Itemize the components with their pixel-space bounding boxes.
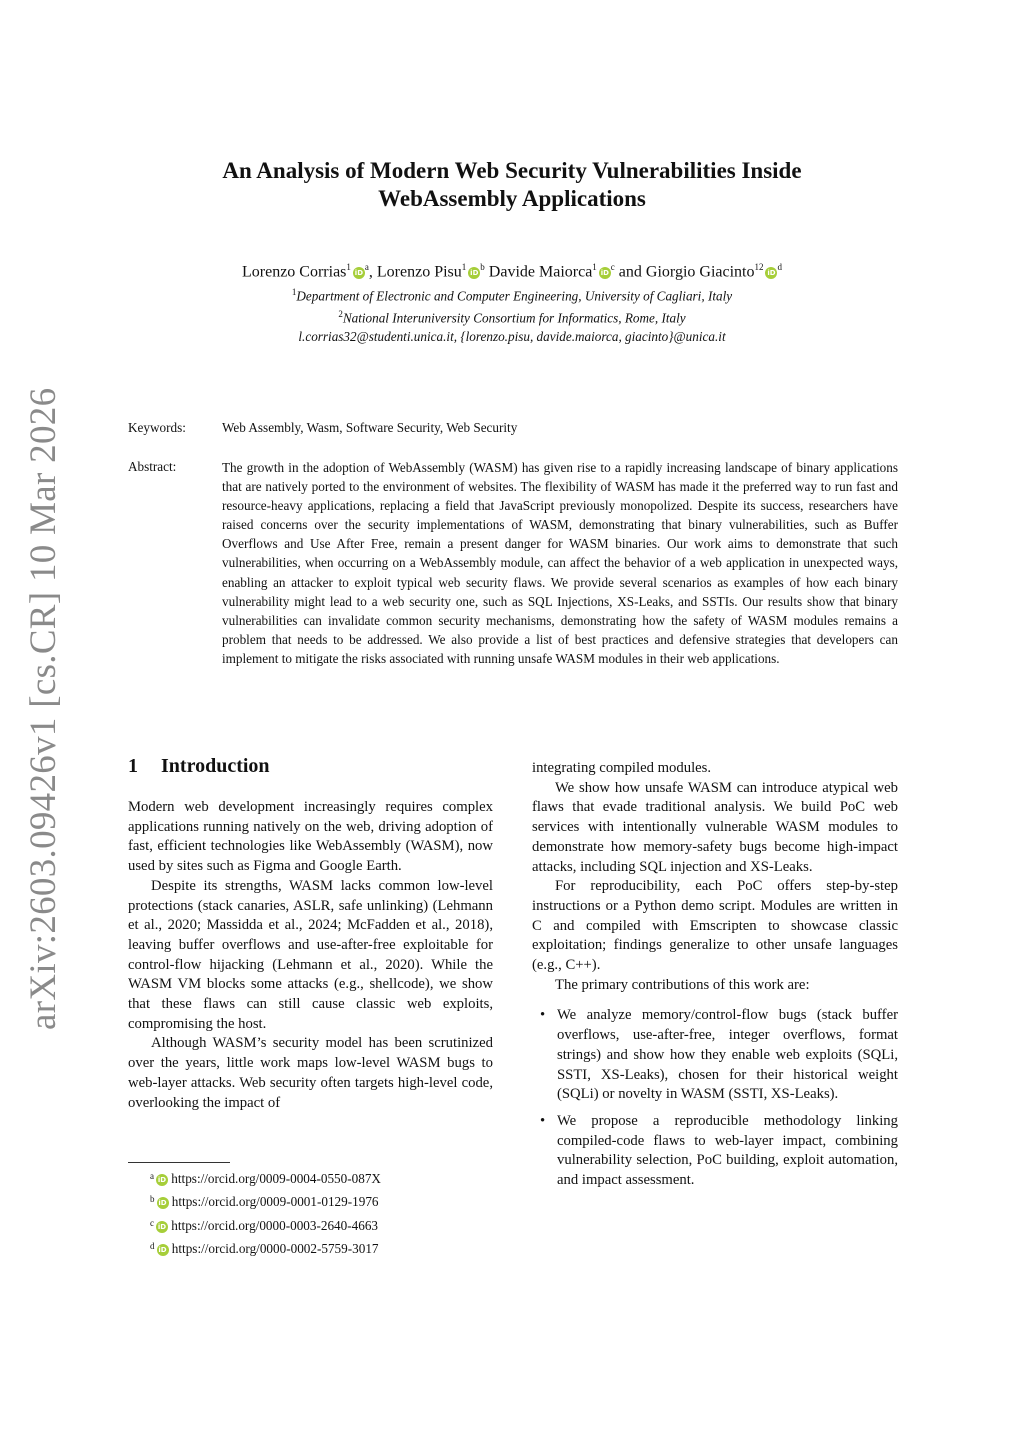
footnote-mark: c	[150, 1217, 154, 1228]
orcid-link[interactable]: https://orcid.org/0009-0001-0129-1976	[171, 1194, 379, 1210]
footnote	[150, 1236, 381, 1259]
footnote-mark: d	[150, 1241, 155, 1252]
affiliation-text: National Interuniversity Consortium for Informatics, Rome, Italy	[342, 310, 686, 326]
list-item	[532, 1006, 898, 1105]
orcid-icon: iD	[158, 1246, 167, 1255]
intro-paragraph: Although WASM’s security model has been scrutinized over the years, little work maps low-level WASM bugs to web-layer attacks. Web security often targets high-level code, overlooking the impact of	[128, 1035, 493, 1111]
footnote-mark: a	[150, 1171, 154, 1181]
contribution-text: We analyze memory/control-flow bugs (stack buffer overflows, use-after-free, integer overflows, format strings) and show how they enable web exploits (SQLi, SSTI, XS-Leaks), chosen for their historical weight (SQLi) or novelty in WASM (SSTI, XS-Leaks).	[557, 1007, 898, 1103]
footnote-rule	[128, 1162, 230, 1163]
orcid-mark: d	[777, 262, 782, 272]
keywords-label: Keywords:	[128, 420, 186, 435]
intro-paragraph: For reproducibility, each PoC offers step-by-step instructions or a Python demo script. Modules are written in C and compiled with Emscripten to showcase classic exploitation; findings generalize to other unsafe languages (e.g., C++).	[532, 878, 898, 974]
arxiv-sidebar-id: arXiv:2603.09426v1 [cs.CR] 10 Mar 2026	[23, 387, 64, 1030]
author-affil-mark: 1	[461, 262, 467, 272]
contribution-text: We propose a reproducible methodology linking compiled-code flaws to web-layer impact, combining vulnerability selection, PoC building, exploit automation, and impact assessment.	[557, 1112, 898, 1189]
affiliation-1	[120, 283, 904, 305]
orcid-icon: iD	[157, 1222, 167, 1231]
affiliation-mark: 1	[291, 287, 297, 297]
author-sep: and	[614, 263, 646, 281]
author-emails: l.corrias32@studenti.unica.it, {lorenzo.pisu, davide.maiorca, giacinto}@unica.it	[298, 328, 726, 344]
affiliation-text: Department of Electronic and Computer Engineering, University of Cagliari, Italy	[296, 288, 733, 304]
orcid-link[interactable]: https://orcid.org/0000-0003-2640-4663	[171, 1217, 379, 1233]
orcid-icon[interactable]: iD	[470, 269, 479, 278]
bullet-icon: •	[540, 1007, 546, 1024]
footnote	[150, 1189, 381, 1212]
intro-paragraph: Despite its strengths, WASM lacks common low-level protections (stack canaries, ASLR, safe unlinking) (Lehmann et al., 2020; Massidda et al., 2024; McFadden et al., 2018), leaving buffer overflows and use-after-free exploitable for control-flow hijacking (Lehmann et al., 2020). While the WASM VM blocks some attacks (e.g., shellcode), we show that these flaws can still cause classic web exploits, compromising the host.	[128, 877, 493, 1032]
author-list	[120, 256, 904, 283]
author-name: Lorenzo Corrias	[242, 263, 347, 281]
orcid-mark: b	[480, 262, 485, 272]
section-heading	[128, 755, 270, 778]
section-title: Introduction	[161, 755, 270, 777]
orcid-icon: iD	[158, 1199, 167, 1208]
intro-paragraph: We show how unsafe WASM can introduce atypical web flaws that evade traditional analysis. We build PoC web services with intentionally vulnerable WASM modules to demonstrate how memory-safety bugs become high-impact attacks, including SQL injection and XS-Leaks.	[532, 779, 898, 875]
author-sep: ,	[368, 263, 377, 281]
intro-paragraph: The primary contributions of this work are:	[555, 976, 810, 993]
intro-paragraph: Modern web development increasingly requires complex applications running natively on the web, driving adoption of fast, efficient technologies like WebAssembly (WASM), now used by sites such as Figma and Google Earth.	[128, 799, 493, 875]
title-line-2: WebAssembly Applications	[378, 186, 646, 211]
abstract-label: Abstract:	[128, 459, 177, 474]
author-name: Lorenzo Pisu	[376, 263, 462, 281]
orcid-link[interactable]: https://orcid.org/0000-0002-5759-3017	[171, 1241, 379, 1257]
affiliation-2	[120, 305, 904, 327]
author-affil-mark: 1	[346, 262, 351, 272]
keywords-text: Web Assembly, Wasm, Software Security, Web Security	[222, 420, 518, 435]
footnote	[150, 1166, 381, 1189]
orcid-link[interactable]: https://orcid.org/0009-0004-0550-087X	[171, 1171, 381, 1186]
orcid-icon: iD	[157, 1176, 167, 1184]
bullet-icon: •	[540, 1112, 546, 1129]
paper-title	[120, 157, 904, 213]
affiliations	[120, 283, 904, 346]
orcid-icon[interactable]: iD	[600, 269, 609, 278]
contributions-list	[532, 1006, 898, 1190]
section-number: 1	[128, 755, 138, 777]
intro-paragraph: integrating compiled modules.	[532, 760, 712, 776]
author-affil-mark: 12	[754, 262, 764, 272]
abstract-text: The growth in the adoption of WebAssembly (WASM) has given rise to a rapidly increasing landscape of binary applications that are natively ported to the environment of websites. The flexibility of WASM has made it the preferred way to run fast and resource-heavy applications, replacing a field that JavaScript previously monopolized. Despite its success, researchers have raised concerns over the security implementations of WASM, demonstrating that binary vulnerabilities, such as Buffer Overflows and Use After Free, remain a present danger for WASM binaries. Our work aims to demonstrate that such vulnerabilities, when occurring on a WebAssembly module, can affect the behavior of a web application in unexpected ways, enabling an attacker to exploit typical web security flaws. We provide several scenarios as examples of how each binary vulnerability might lead to a web security one, such as SQL Injections, XS-Leaks, and SSTIs. Our results show that binary vulnerabilities can invalidate common security mechanisms, demonstrating how the safety of WASM modules remains a problem that needs to be addressed. We also provide a list of best practices and defensive strategies that developers can implement to mitigate the risks associated with running unsafe WASM modules in their web applications.	[222, 460, 898, 666]
orcid-mark: c	[610, 262, 615, 272]
author-name: Davide Maiorca	[488, 263, 593, 281]
author-name: Giorgio Giacinto	[645, 263, 755, 281]
affiliation-mark: 2	[338, 309, 343, 320]
orcid-mark: a	[364, 262, 369, 272]
footnotes	[150, 1166, 381, 1260]
left-column	[128, 798, 493, 1113]
footnote-mark: b	[150, 1194, 155, 1205]
author-affil-mark: 1	[592, 262, 597, 272]
right-column	[532, 759, 898, 1198]
orcid-icon[interactable]: iD	[354, 269, 364, 278]
list-item	[532, 1112, 898, 1191]
orcid-icon[interactable]: iD	[767, 269, 776, 278]
footnote	[150, 1213, 381, 1236]
title-line-1: An Analysis of Modern Web Security Vulnerabilities Inside	[222, 158, 802, 183]
